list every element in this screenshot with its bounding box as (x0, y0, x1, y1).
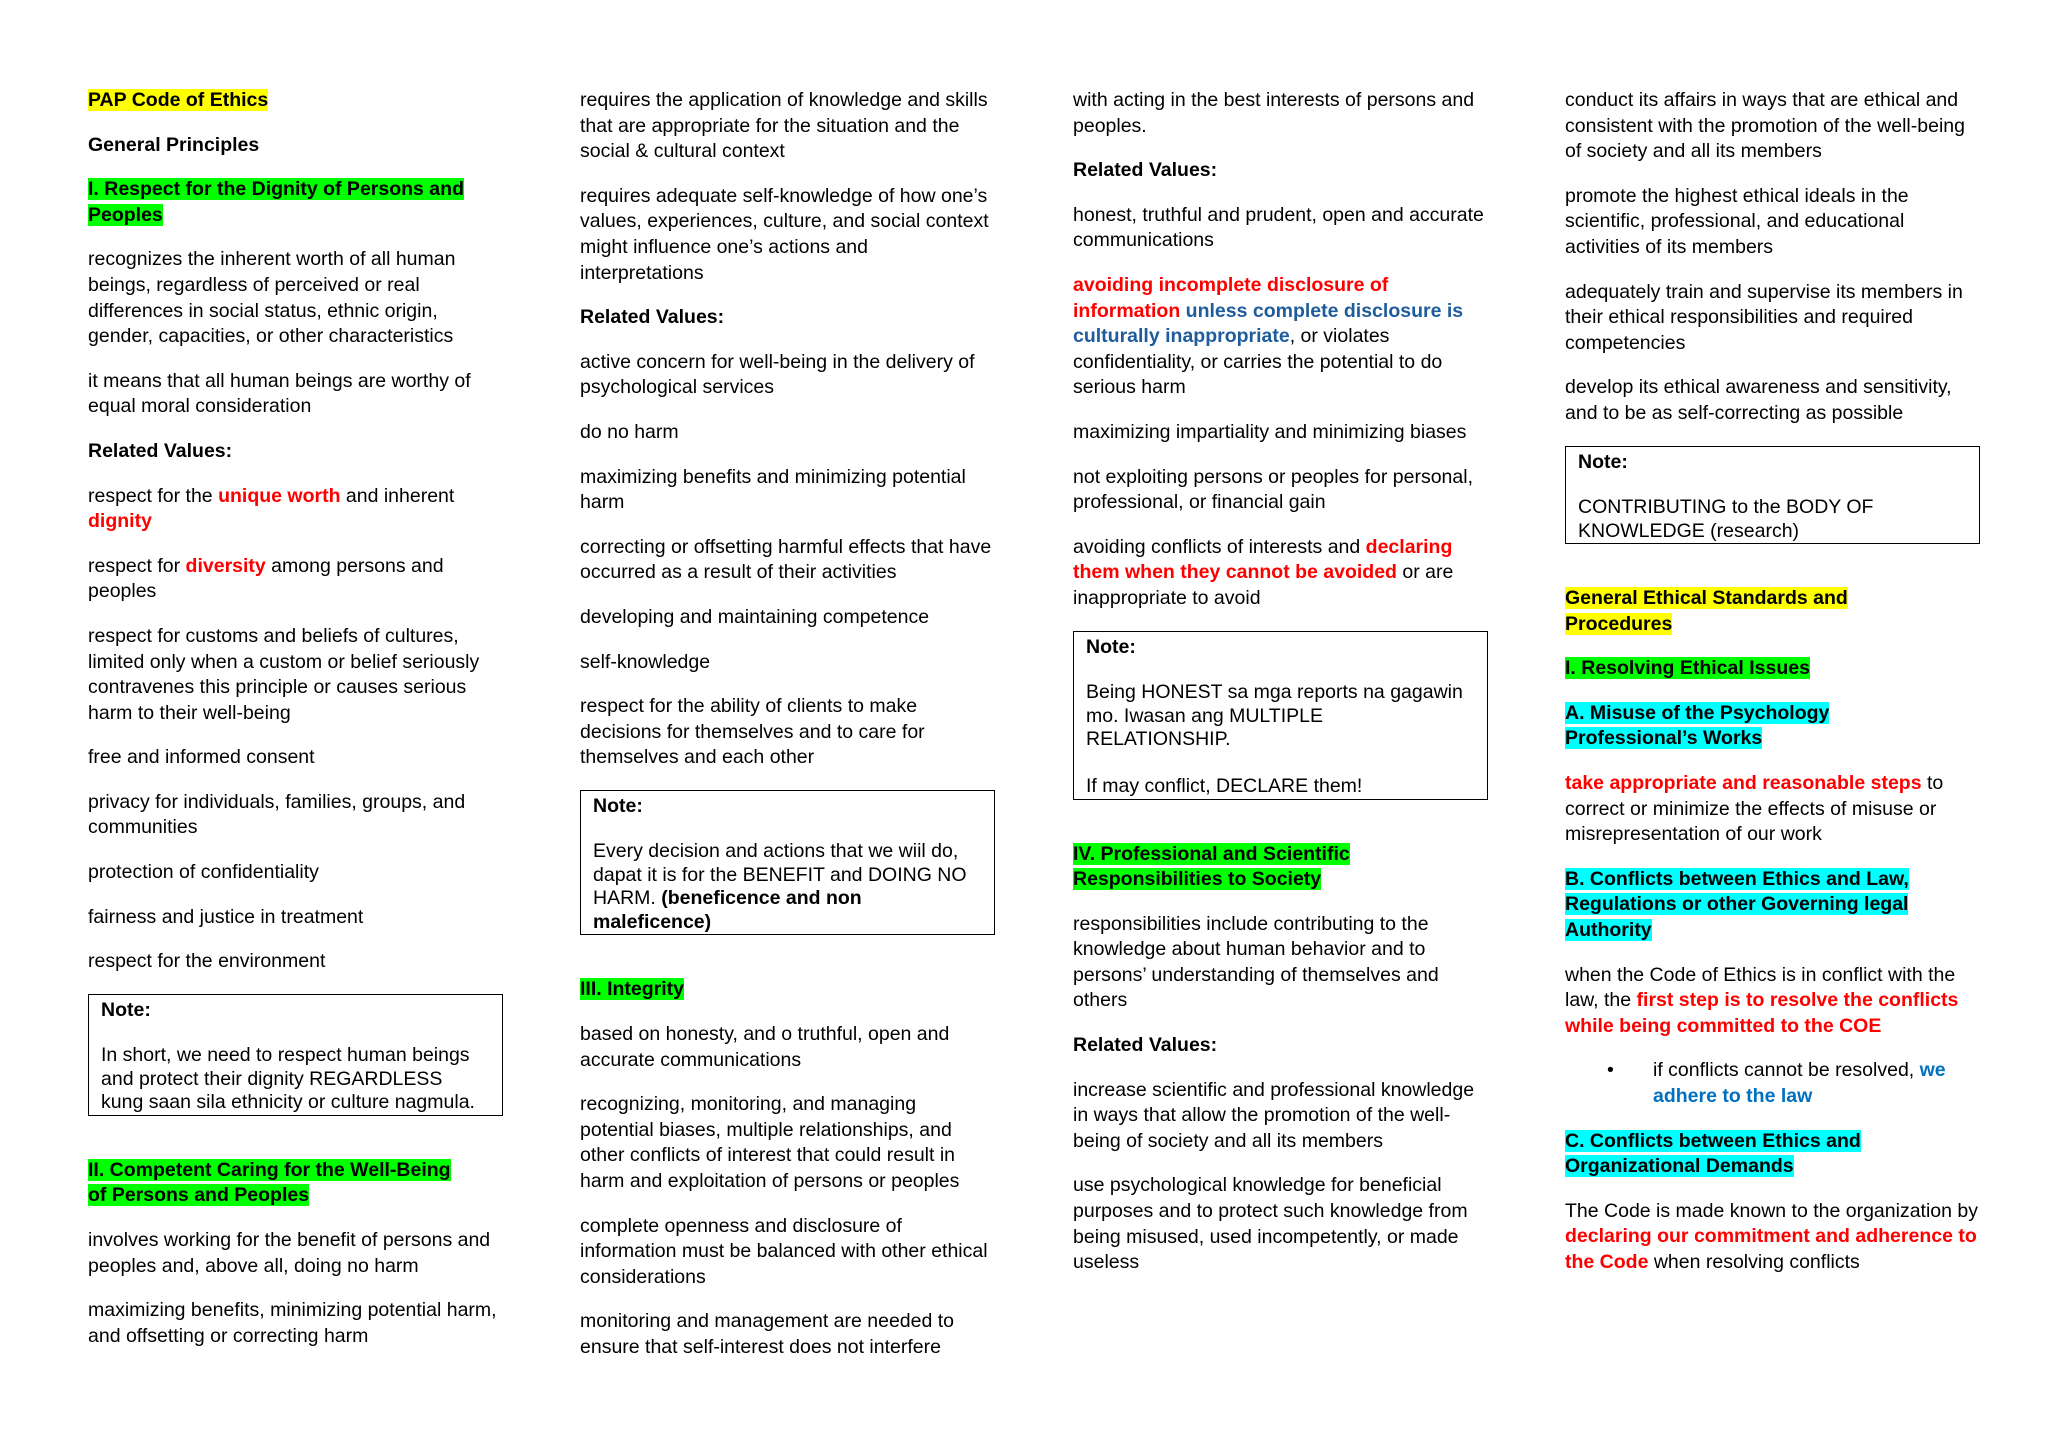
value-item: active concern for well-being in the delivery of psychological services (580, 350, 975, 399)
subsection-c-heading: C. Conflicts between Ethics and Organizational Demands (1565, 1129, 1861, 1178)
note-line: CONTRIBUTING to the BODY OF (1578, 496, 1874, 519)
note-line: mo. Iwasan ang MULTIPLE (1086, 704, 1323, 727)
note-title: Note: (1086, 635, 1136, 658)
note-line: Every decision and actions that we wiil do, (593, 840, 959, 863)
paragraph: complete openness and disclosure of information must be balanced with other ethical considerations (580, 1214, 988, 1288)
note-line: If may conflict, DECLARE them! (1086, 775, 1363, 797)
paragraph: take appropriate and reasonable steps to correct or minimize the effects of misuse or misrepresentation of our work (1565, 772, 1944, 846)
paragraph: with acting in the best interests of persons and peoples. (1073, 89, 1475, 137)
paragraph: develop its ethical awareness and sensitivity, and to be as self-correcting as possible (1565, 376, 1952, 424)
value-item: increase scientific and professional knowledge in ways that allow the promotion of the well-being of society and all its members (1073, 1078, 1475, 1152)
note-box (88, 994, 503, 1116)
value-item: use psychological knowledge for beneficial purposes and to protect such knowledge from being misused, used incompetently, or made useless (1073, 1174, 1468, 1274)
section-3-heading: III. Integrity (580, 978, 685, 1001)
value-item: privacy for individuals, families, groups, and communities (88, 790, 466, 839)
value-item: respect for customs and beliefs of cultures, limited only when a custom or belief seriously contravenes this principle or causes serious harm to their well-being (88, 624, 480, 724)
paragraph: when the Code of Ethics is in conflict with the law, the first step is to resolve the conflicts while being committed to the COE (1565, 963, 1959, 1037)
column-1 (88, 88, 503, 1368)
value-item: not exploiting persons or peoples for personal, professional, or financial gain (1073, 465, 1473, 514)
note-line: KNOWLEDGE (research) (1578, 519, 1800, 542)
note-box (580, 790, 995, 936)
section-2-heading: II. Competent Caring for the Well-Being of Persons and Peoples (88, 1158, 451, 1207)
value-item: respect for diversity among persons and peoples (88, 554, 444, 603)
paragraph: it means that all human beings are worthy of equal moral consideration (88, 369, 471, 418)
paragraph: monitoring and management are needed to ensure that self-interest does not interfere (580, 1310, 955, 1358)
note-line: Being HONEST sa mga reports na gagawin (1086, 681, 1463, 703)
subsection-a-heading: A. Misuse of the Psychology Professional’s Works (1565, 701, 1830, 750)
value-item: fairness and justice in treatment (88, 905, 364, 928)
value-item: maximizing benefits and minimizing potential harm (580, 465, 966, 514)
paragraph: recognizing, monitoring, and managing potential biases, multiple relationships, and other conflicts of interest that could result in harm and exploitation of persons or peoples (580, 1093, 960, 1192)
note-box (1565, 446, 1980, 545)
paragraph: recognizes the inherent worth of all human beings, regardless of perceived or real differences in social status, ethnic origin, gender, capacities, or other characteristics (88, 248, 456, 348)
resolving-heading: I. Resolving Ethical Issues (1565, 657, 1810, 680)
column-4 (1565, 88, 1980, 1295)
note-box (1073, 631, 1488, 800)
section-4-heading: IV. Professional and Scientific Responsibilities to Society (1073, 842, 1350, 891)
paragraph: The Code is made known to the organization by declaring our commitment and adherence to the Code when resolving conflicts (1565, 1199, 1978, 1273)
value-item: do no harm (580, 420, 679, 443)
paragraph: promote the highest ethical ideals in the scientific, professional, and educational activities of its members (1565, 184, 1909, 258)
note-line: kung saan sila ethnicity or culture nagmula. (101, 1091, 475, 1114)
standards-heading: General Ethical Standards and Procedures (1565, 587, 1848, 635)
related-values-heading: Related Values: (88, 439, 233, 462)
related-values-heading: Related Values: (1073, 159, 1218, 182)
value-item: correcting or offsetting harmful effects that have occurred as a result of their activities (580, 535, 992, 584)
note-title: Note: (593, 794, 643, 817)
note-title: Note: (1578, 450, 1628, 473)
note-line: RELATIONSHIP. (1086, 728, 1231, 750)
value-item: avoiding incomplete disclosure of information unless complete disclosure is culturally inappropriate, or violates confidentiality, or carries the potential to do serious harm (1073, 273, 1464, 399)
paragraph: based on honesty, and o truthful, open and accurate communications (580, 1022, 950, 1071)
note-line: maleficence) (593, 910, 712, 933)
related-values-heading: Related Values: (580, 306, 725, 329)
list-item: • if conflicts cannot be resolved, we adhere to the law (1653, 1058, 1980, 1109)
paragraph: involves working for the benefit of persons and peoples and, above all, doing no harm (88, 1229, 491, 1277)
value-item: maximizing impartiality and minimizing biases (1073, 420, 1467, 443)
note-line: HARM. (beneficence and non (593, 887, 862, 910)
value-item: avoiding conflicts of interests and declaring them when they cannot be avoided or are inappropriate to avoid (1073, 535, 1454, 609)
note-line: and protect their dignity REGARDLESS (101, 1067, 443, 1090)
section-1-heading: I. Respect for the Dignity of Persons and Peoples (88, 178, 464, 226)
document-title: PAP Code of Ethics (88, 89, 269, 111)
column-3 (1073, 88, 1488, 1295)
paragraph: responsibilities include contributing to the knowledge about human behavior and to persons’ understanding of themselves and others (1073, 912, 1439, 1012)
value-item: respect for the environment (88, 950, 326, 973)
note-line: In short, we need to respect human beings (101, 1044, 470, 1067)
paragraph: requires adequate self-knowledge of how one’s values, experiences, culture, and social context might influence one’s actions and interpretations (580, 184, 989, 284)
value-item: protection of confidentiality (88, 861, 319, 884)
note-title: Note: (101, 998, 151, 1021)
paragraph: maximizing benefits, minimizing potential harm, and offsetting or correcting harm (88, 1299, 497, 1347)
bullet-list (1565, 1058, 1980, 1109)
related-values-heading: Related Values: (1073, 1034, 1218, 1057)
value-item: free and informed consent (88, 746, 315, 769)
subsection-b-heading: B. Conflicts between Ethics and Law, Regulations or other Governing legal Authority (1565, 867, 1909, 941)
value-item: self-knowledge (580, 650, 711, 673)
value-item: respect for the unique worth and inherent dignity (88, 484, 455, 533)
value-item: respect for the ability of clients to make decisions for themselves and to care for themselves and each other (580, 695, 925, 769)
paragraph: adequately train and supervise its members in their ethical responsibilities and required competencies (1565, 280, 1963, 354)
column-2 (580, 88, 995, 1380)
note-line: dapat it is for the BENEFIT and DOING NO (593, 863, 967, 886)
value-item: developing and maintaining competence (580, 605, 930, 628)
paragraph: requires the application of knowledge and skills that are appropriate for the situation and the social & cultural context (580, 89, 988, 163)
general-principles-heading: General Principles (88, 133, 260, 156)
paragraph: conduct its affairs in ways that are ethical and consistent with the promotion of the well-being of society and all its members (1565, 89, 1965, 163)
value-item: honest, truthful and prudent, open and accurate communications (1073, 203, 1484, 252)
